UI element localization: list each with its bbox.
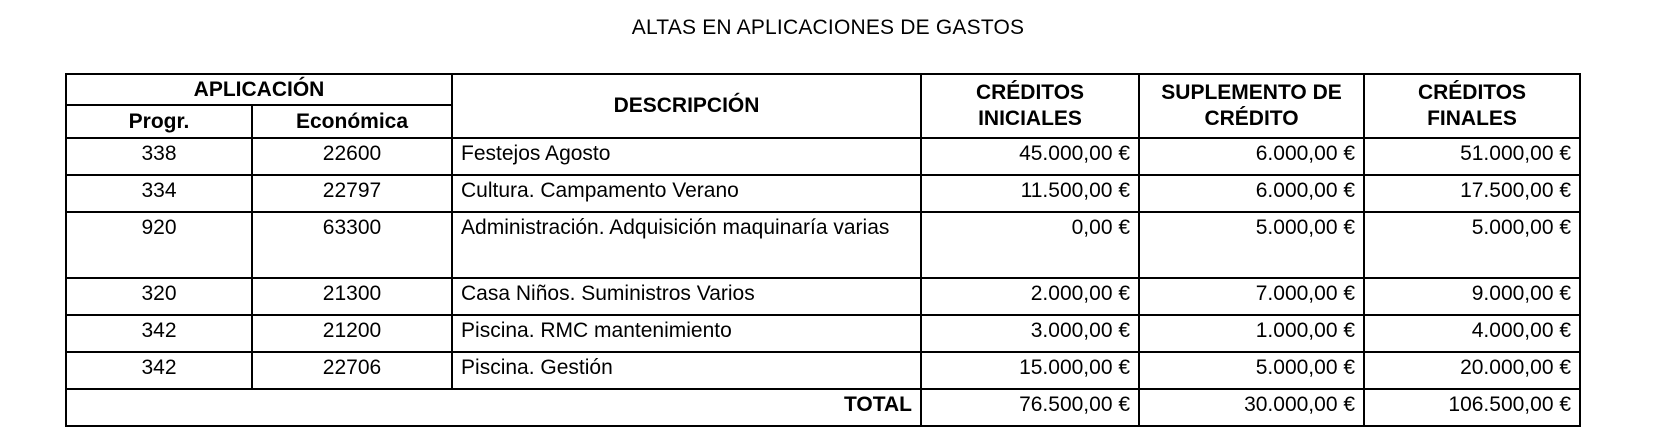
table-row — [66, 352, 1580, 389]
cell-iniciales: 2.000,00 € — [921, 278, 1139, 315]
table-row — [66, 278, 1580, 315]
cell-descripcion: Piscina. RMC mantenimiento — [452, 315, 921, 352]
cell-descripcion: Casa Niños. Suministros Varios — [452, 278, 921, 315]
total-suplemento: 30.000,00 € — [1139, 389, 1364, 426]
cell-suplemento: 6.000,00 € — [1139, 138, 1364, 175]
cell-economica: 22797 — [252, 175, 452, 212]
cell-iniciales: 15.000,00 € — [921, 352, 1139, 389]
cell-progr: 920 — [66, 212, 252, 278]
cell-finales: 17.500,00 € — [1364, 175, 1580, 212]
header-suplemento: SUPLEMENTO DE CRÉDITO — [1139, 74, 1364, 138]
total-row — [66, 389, 1580, 426]
total-label: TOTAL — [66, 389, 921, 426]
document-title: ALTAS EN APLICACIONES DE GASTOS — [631, 16, 1025, 39]
header-economica: Económica — [252, 105, 452, 138]
cell-progr: 320 — [66, 278, 252, 315]
cell-finales: 51.000,00 € — [1364, 138, 1580, 175]
header-row-1 — [66, 74, 1580, 105]
cell-finales: 9.000,00 € — [1364, 278, 1580, 315]
cell-descripcion: Piscina. Gestión — [452, 352, 921, 389]
cell-suplemento: 1.000,00 € — [1139, 315, 1364, 352]
table-row — [66, 138, 1580, 175]
table-row — [66, 212, 1580, 278]
cell-descripcion: Cultura. Campamento Verano — [452, 175, 921, 212]
table-header — [66, 74, 1580, 138]
cell-iniciales: 0,00 € — [921, 212, 1139, 278]
cell-iniciales: 3.000,00 € — [921, 315, 1139, 352]
cell-economica: 21300 — [252, 278, 452, 315]
header-aplicacion: APLICACIÓN — [66, 74, 452, 105]
table-row — [66, 175, 1580, 212]
cell-progr: 342 — [66, 352, 252, 389]
header-creditos-finales: CRÉDITOS FINALES — [1364, 74, 1580, 138]
cell-suplemento: 7.000,00 € — [1139, 278, 1364, 315]
table-body — [66, 138, 1580, 426]
budget-table — [65, 73, 1581, 427]
cell-economica: 22706 — [252, 352, 452, 389]
cell-iniciales: 11.500,00 € — [921, 175, 1139, 212]
total-finales: 106.500,00 € — [1364, 389, 1580, 426]
header-descripcion: DESCRIPCIÓN — [452, 74, 921, 138]
cell-suplemento: 6.000,00 € — [1139, 175, 1364, 212]
cell-progr: 334 — [66, 175, 252, 212]
header-creditos-iniciales: CRÉDITOS INICIALES — [921, 74, 1139, 138]
cell-iniciales: 45.000,00 € — [921, 138, 1139, 175]
cell-descripcion: Festejos Agosto — [452, 138, 921, 175]
cell-finales: 4.000,00 € — [1364, 315, 1580, 352]
cell-descripcion: Administración. Adquisición maquinaría varias — [452, 212, 921, 278]
cell-suplemento: 5.000,00 € — [1139, 212, 1364, 278]
header-progr: Progr. — [66, 105, 252, 138]
cell-finales: 5.000,00 € — [1364, 212, 1580, 278]
cell-finales: 20.000,00 € — [1364, 352, 1580, 389]
cell-suplemento: 5.000,00 € — [1139, 352, 1364, 389]
cell-economica: 63300 — [252, 212, 452, 278]
cell-economica: 22600 — [252, 138, 452, 175]
table-row — [66, 315, 1580, 352]
cell-progr: 338 — [66, 138, 252, 175]
cell-progr: 342 — [66, 315, 252, 352]
cell-economica: 21200 — [252, 315, 452, 352]
total-iniciales: 76.500,00 € — [921, 389, 1139, 426]
